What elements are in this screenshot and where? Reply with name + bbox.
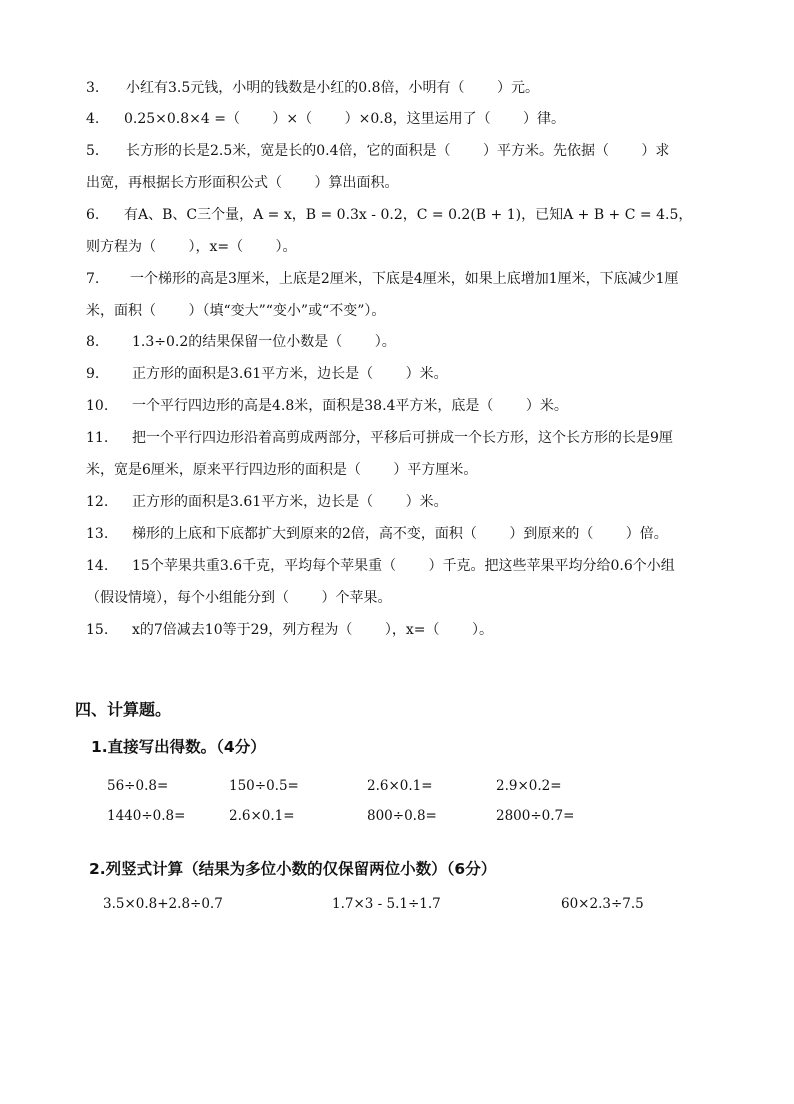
question-10 xyxy=(86,396,568,416)
question-number: 5． xyxy=(86,143,109,159)
part2-title: 2.列竖式计算（结果为多位小数的仅保留两位小数）（6分） xyxy=(89,860,497,878)
question-number: 6. xyxy=(86,207,100,223)
question-9 xyxy=(86,364,448,384)
part1-title: 1.直接写出得数。（4分） xyxy=(91,738,266,756)
question-number: 10. xyxy=(86,398,109,414)
question-number: 4. xyxy=(86,111,100,127)
question-text: 15个苹果共重3.6千克，平均每个苹果重（ ）千克。把这些苹果平均分给0.6个小组 xyxy=(132,558,675,574)
question-5 xyxy=(86,141,669,161)
calc-item: 60×2.3÷7.5 xyxy=(561,896,644,912)
question-text: 梯形的上底和下底都扩大到原来的2倍，高不变，面积（ ）到原来的（ ）倍。 xyxy=(132,526,668,542)
calc-item: 150÷0.5= xyxy=(229,778,299,794)
calc-item: 800÷0.8= xyxy=(367,808,437,824)
question-6-continuation: 则方程为（ ），x=（ ）。 xyxy=(86,239,297,255)
question-12 xyxy=(86,492,448,512)
calc-item: 1440÷0.8= xyxy=(107,808,186,824)
question-text: 1.3÷0.2的结果保留一位小数是（ ）。 xyxy=(132,334,396,350)
question-text: 0.25×0.8×4 =（ ）×（ ）×0.8，这里运用了（ ）律。 xyxy=(124,111,566,127)
question-number: 8. xyxy=(86,334,100,350)
question-number: 15. xyxy=(86,622,109,638)
question-8 xyxy=(86,332,396,352)
calc-item: 2800÷0.7= xyxy=(496,808,575,824)
calc-item: 2.9×0.2= xyxy=(496,778,562,794)
calc-item: 2.6×0.1= xyxy=(367,778,433,794)
question-number: 14. xyxy=(86,558,109,574)
question-14 xyxy=(86,556,675,576)
question-text: 有A、B、C三个量，A = x，B = 0.3x - 0.2，C = 0.2(B + 1)，已知A + B + C = 4.5， xyxy=(124,207,693,223)
question-number: 7. xyxy=(86,271,100,287)
question-number: 3. xyxy=(86,80,100,96)
calc-item: 2.6×0.1= xyxy=(229,808,295,824)
question-text: 小红有3.5元钱，小明的钱数是小红的0.8倍，小明有（ ）元。 xyxy=(126,80,539,96)
question-11-continuation: 米，宽是6厘米，原来平行四边形的面积是（ ）平方厘米。 xyxy=(86,462,478,478)
question-11 xyxy=(86,428,673,448)
question-6 xyxy=(86,205,692,225)
question-text: 正方形的面积是3.61平方米，边长是（ ）米。 xyxy=(132,366,448,382)
question-text: 正方形的面积是3.61平方米，边长是（ ）米。 xyxy=(132,494,448,510)
question-text: 把一个平行四边形沿着高剪成两部分，平移后可拼成一个长方形，这个长方形的长是9厘 xyxy=(132,430,673,446)
section-title: 四、计算题。 xyxy=(75,700,172,719)
question-7-continuation: 米，面积（ ）（填“变大”“变小”或“不变”）。 xyxy=(86,303,386,319)
question-14-continuation: （假设情境），每个小组能分到（ ）个苹果。 xyxy=(86,590,392,606)
calc-item: 56÷0.8= xyxy=(107,778,169,794)
question-number: 12. xyxy=(86,494,109,510)
question-text: x的7倍减去10等于29，列方程为（ ），x=（ ）。 xyxy=(132,622,493,638)
question-15 xyxy=(86,620,493,640)
question-4 xyxy=(86,109,565,129)
question-3 xyxy=(86,78,539,98)
question-number: 11. xyxy=(86,430,109,446)
question-number: 13. xyxy=(86,526,109,542)
question-7 xyxy=(86,269,679,289)
question-text: 一个平行四边形的高是4.8米，面积是38.4平方米，底是（ ）米。 xyxy=(132,398,568,414)
calc-item: 1.7×3 - 5.1÷1.7 xyxy=(332,896,441,912)
question-5-continuation: 出宽，再根据长方形面积公式（ ）算出面积。 xyxy=(86,175,399,191)
question-13 xyxy=(86,524,668,544)
question-text: 长方形的长是2.5米，宽是长的0.4倍，它的面积是（ ）平方米。先依据（ ）求 xyxy=(126,143,670,159)
question-number: 9. xyxy=(86,366,100,382)
question-text: 一个梯形的高是3厘米，上底是2厘米，下底是4厘米，如果上底增加1厘米，下底减少1厘 xyxy=(130,271,679,287)
calc-item: 3.5×0.8+2.8÷0.7 xyxy=(103,896,223,912)
